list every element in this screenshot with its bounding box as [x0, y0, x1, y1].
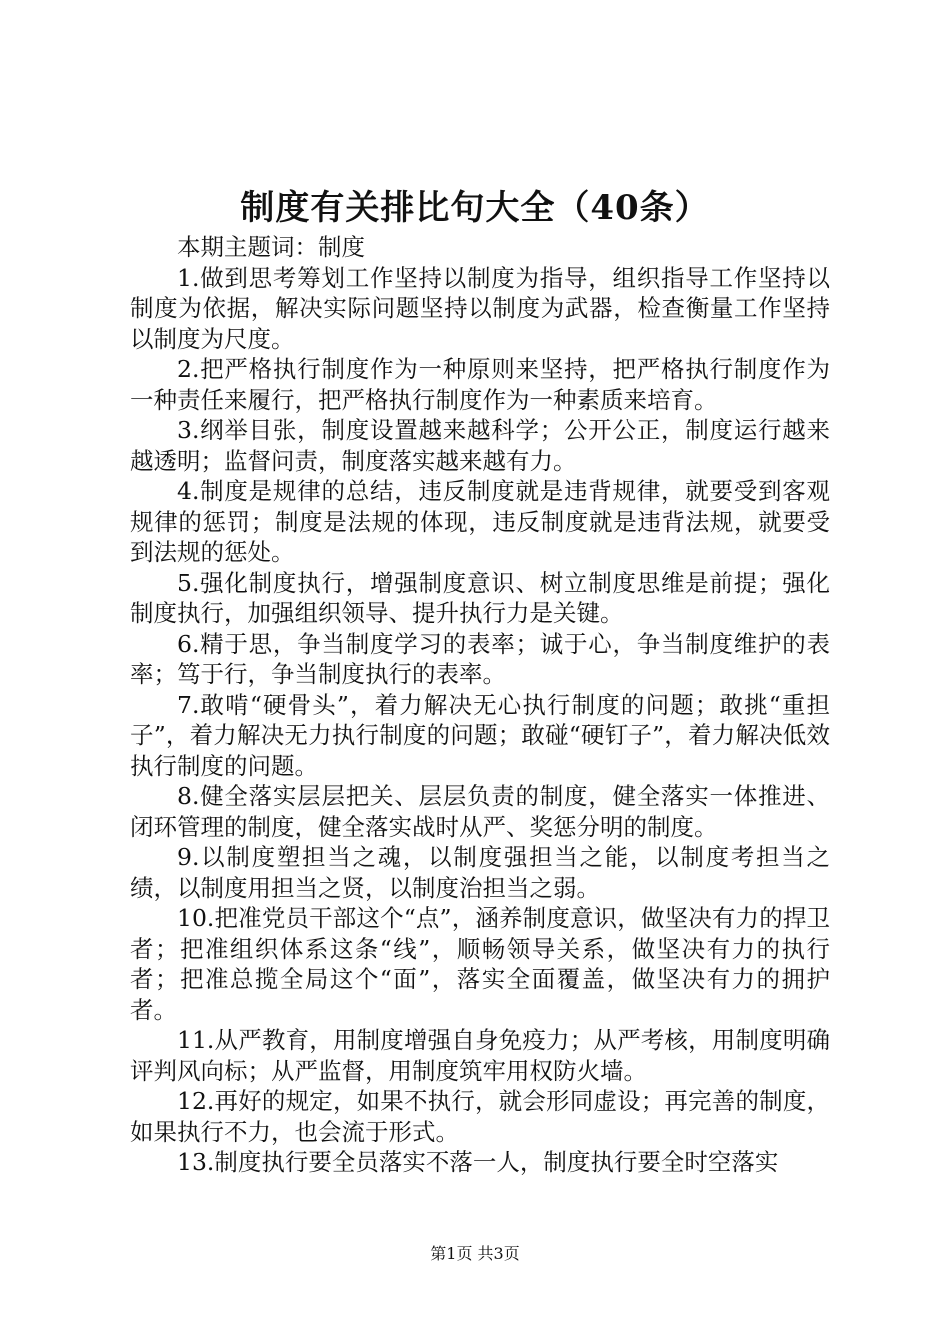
list-item: 4.制度是规律的总结，违反制度就是违背规律，就要受到客观规律的惩罚；制度是法规的体现，违反制度就是违背法规，就要受到法规的惩处。 [130, 477, 830, 566]
list-item: 9.以制度塑担当之魂，以制度强担当之能，以制度考担当之绩，以制度用担当之贤，以制度治担当之弱。 [130, 843, 830, 902]
list-item: 13.制度执行要全员落实不落一人，制度执行要全时空落实 [177, 1148, 779, 1176]
document-body [130, 232, 830, 1178]
list-item: 11.从严教育，用制度增强自身免疫力；从严考核，用制度明确评判风向标；从严监督，用制度筑牢用权防火墙。 [130, 1026, 830, 1085]
list-item: 7.敢啃“硬骨头”，着力解决无心执行制度的问题；敢挑“重担子”，着力解决无力执行制度的问题；敢碰“硬钉子”，着力解决低效执行制度的问题。 [130, 690, 830, 780]
list-item: 3.纲举目张，制度设置越来越科学；公开公正，制度运行越来越透明；监督问责，制度落实越来越有力。 [130, 416, 830, 475]
page-number: 第1页 共3页 [430, 1244, 520, 1263]
list-item: 5.强化制度执行，增强制度意识、树立制度思维是前提；强化制度执行，加强组织领导、提升执行力是关键。 [130, 568, 830, 627]
list-item: 10.把准党员干部这个“点”，涵养制度意识，做坚决有力的捍卫者；把准组织体系这条“线”，顺畅领导关系，做坚决有力的执行者；把准总揽全局这个“面”，落实全面覆盖，做坚决有力的拥护者。 [130, 904, 830, 1024]
list-item: 8.健全落实层层把关、层层负责的制度，健全落实一体推进、闭环管理的制度，健全落实战时从严、奖惩分明的制度。 [130, 782, 830, 841]
document-title: 制度有关排比句大全（40条） [240, 188, 710, 228]
list-item: 6.精于思，争当制度学习的表率；诚于心，争当制度维护的表率；笃于行，争当制度执行的表率。 [130, 629, 830, 688]
list-item: 12.再好的规定，如果不执行，就会形同虚设；再完善的制度，如果执行不力，也会流于形式。 [130, 1087, 830, 1146]
list-item: 1.做到思考筹划工作坚持以制度为指导，组织指导工作坚持以制度为依据，解决实际问题坚持以制度为武器，检查衡量工作坚持以制度为尺度。 [130, 263, 830, 353]
list-item: 2.把严格执行制度作为一种原则来坚持，把严格执行制度作为一种责任来履行，把严格执行制度作为一种素质来培育。 [130, 355, 830, 414]
theme-line: 本期主题词：制度 [177, 233, 365, 261]
